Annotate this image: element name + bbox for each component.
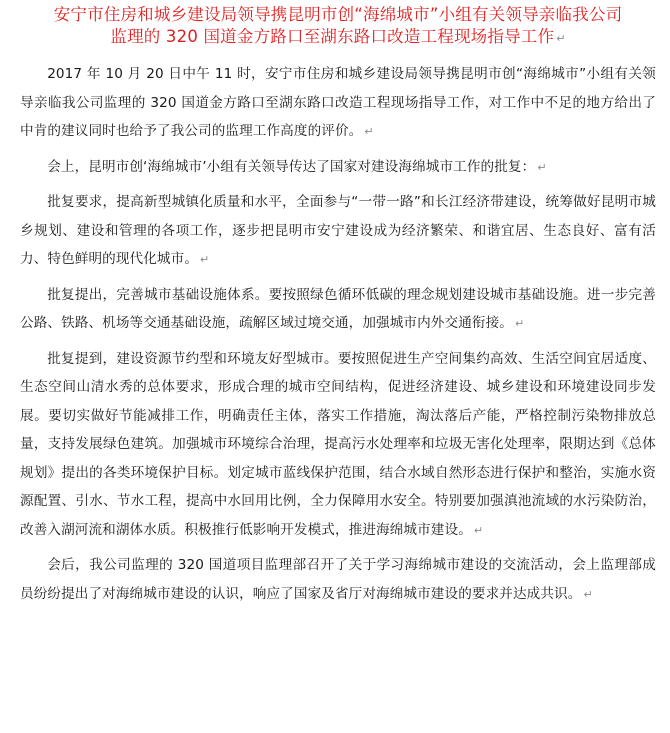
- paragraph-2-text: 会上，昆明市创‘海绵城市’小组有关领导传达了国家对建设海绵城市工作的批复：: [47, 158, 536, 175]
- paragraph-mark-icon: ↵: [473, 523, 484, 537]
- paragraph-6-text: 会后，我公司监理的 320 国道项目监理部召开了关于学习海绵城市建设的交流活动，会上监理部成员纷纷提出了对海绵城市建设的认识，响应了国家及省厅对海绵城市建设的要求并达成共识。: [20, 557, 656, 602]
- paragraph-5: [20, 345, 656, 546]
- paragraph-1: [20, 60, 656, 147]
- paragraph-3-text: 批复要求，提高新型城镇化质量和水平，全面参与“一带一路”和长江经济带建设，统筹做好昆明市城乡规划、建设和管理的各项工作，逐步把昆明市安宁建设成为经济繁荣、和谐宜居、生态良好、富有活力、特色鲜明的现代化城市。: [20, 194, 656, 267]
- document-title: [20, 4, 656, 50]
- paragraph-1-text: 2017 年 10 月 20 日中午 11 时，安宁市住房和城乡建设局领导携昆明市创“海绵城市”小组有关领导亲临我公司监理的 320 国道金方路口至湖东路口改造工程现场指导工作，对工作中不足的地方给出了中肯的建议同时也给予了我公司的监理工作高度的评价。: [20, 66, 656, 139]
- paragraph-mark-icon: ↵: [556, 32, 566, 45]
- paragraph-2: [20, 153, 656, 183]
- paragraph-mark-icon: ↵: [514, 317, 525, 330]
- title-line-2-text: 监理的 320 国道金方路口至湖东路口改造工程现场指导工作: [110, 27, 555, 46]
- paragraph-mark-icon: ↵: [583, 587, 593, 601]
- title-line-2: [20, 26, 656, 50]
- paragraph-mark-icon: ↵: [364, 125, 374, 138]
- paragraph-mark-icon: ↵: [537, 160, 547, 174]
- paragraph-4-text: 批复提出，完善城市基础设施体系。要按照绿色循环低碳的理念规划建设城市基础设施。进一步完善公路、铁路、机场等交通基础设施，疏解区域过境交通，加强城市内外交通衔接。: [20, 286, 656, 331]
- title-line-1: 安宁市住房和城乡建设局领导携昆明市创“海绵城市”小组有关领导亲临我公司: [53, 5, 623, 24]
- paragraph-4: [20, 281, 656, 339]
- paragraph-mark-icon: ↵: [200, 253, 210, 266]
- paragraph-3: [20, 188, 656, 275]
- paragraph-5-text: 批复提到，建设资源节约型和环境友好型城市。要按照促进生产空间集约高效、生活空间宜居适度、生态空间山清水秀的总体要求，形成合理的城市空间结构，促进经济建设、城乡建设和环境建设同步发展。要切实做好节能减排工作，明确责任主体，落实工作措施，淘汰落后产能，严格控制污染物排放总量，支持发展绿色建筑。加强城市环境综合治理，提高污水处理率和垃圾无害化处理率，限期达到《总体规划》提出的各类环境保护目标。划定城市蓝线保护范围，结合水域自然形态进行保护和整治，实施水资源配置、引水、节水工程，提高中水回用比例，全力保障用水安全。特别要加强滇池流域的水污染防治，改善入湖河流和湖体水质。积极推行低影响开发模式，推进海绵城市建设。: [20, 350, 656, 538]
- paragraph-6: [20, 551, 656, 609]
